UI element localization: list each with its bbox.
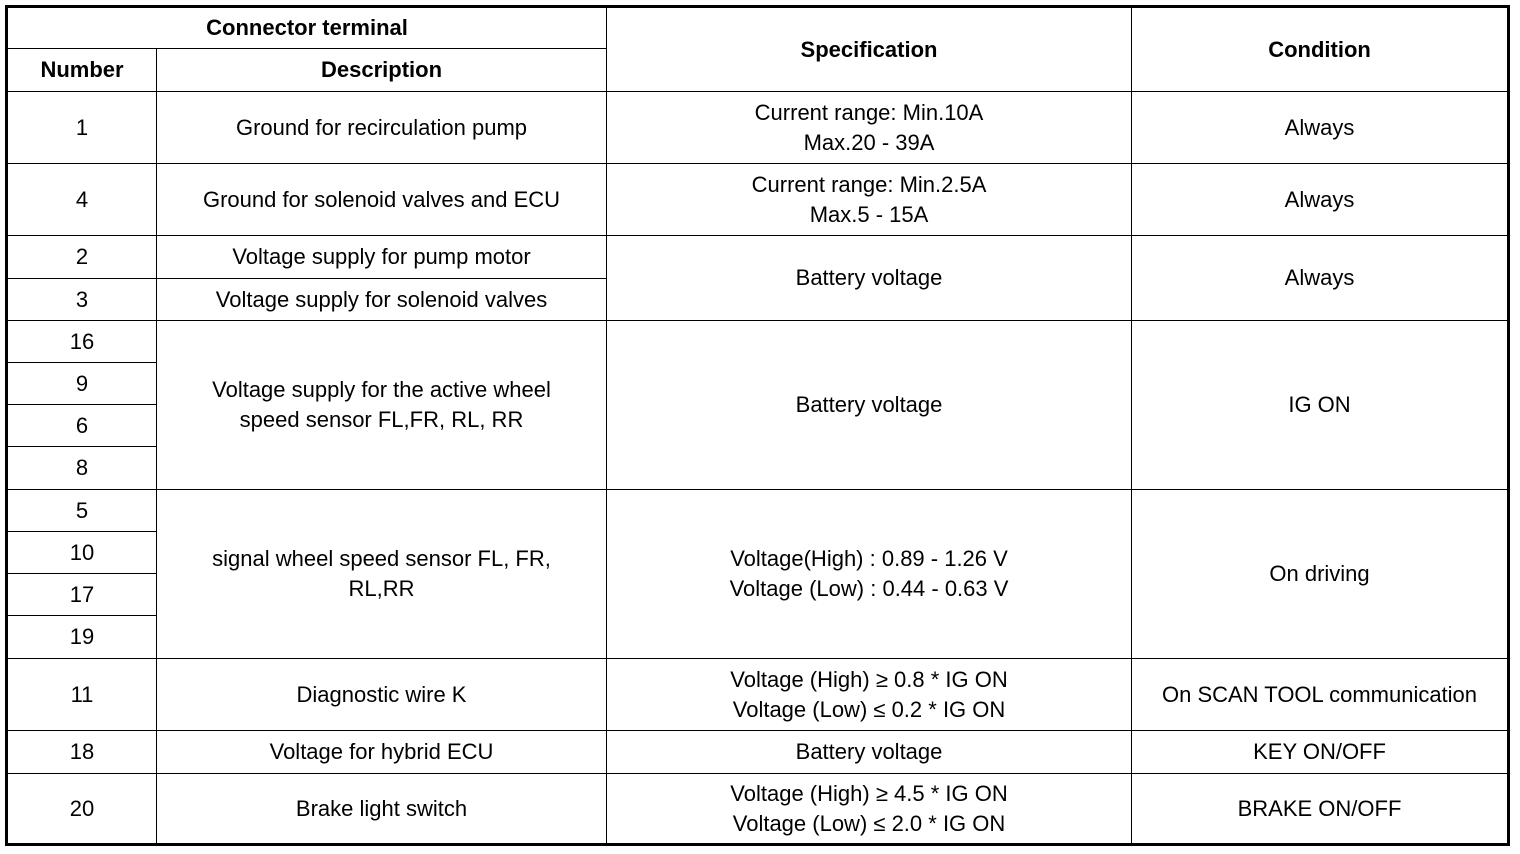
terminal-number: 20: [7, 774, 157, 845]
table-row: [7, 164, 1509, 236]
header-description: Description: [157, 49, 607, 92]
terminal-number: 19: [7, 616, 157, 659]
terminal-number: 9: [7, 363, 157, 405]
spec-line: Voltage (High) ≥ 0.8 * IG ON: [730, 666, 1008, 692]
terminal-number: 17: [7, 574, 157, 616]
terminal-number: 16: [7, 321, 157, 363]
spec-line: Max.20 - 39A: [803, 129, 935, 155]
table-row: [7, 321, 1509, 363]
terminal-number: 4: [7, 164, 157, 236]
description-line: signal wheel speed sensor FL, FR,: [212, 546, 551, 571]
terminal-description: Ground for recirculation pump: [157, 92, 607, 164]
terminal-description: Diagnostic wire K: [157, 659, 607, 731]
terminal-specification: [607, 490, 1132, 659]
spec-line: Voltage (High) ≥ 4.5 * IG ON: [730, 780, 1008, 806]
terminal-number: 2: [7, 236, 157, 279]
spec-line: Max.5 - 15A: [809, 201, 929, 227]
terminal-number: 3: [7, 279, 157, 321]
header-specification: Specification: [607, 7, 1132, 92]
terminal-condition: KEY ON/OFF: [1132, 731, 1509, 774]
header-number: Number: [7, 49, 157, 92]
table-row: [7, 659, 1509, 731]
table-row: [7, 774, 1509, 845]
spec-line: Voltage(High) : 0.89 - 1.26 V: [730, 546, 1008, 571]
terminal-number: 5: [7, 490, 157, 532]
header-row-top: [7, 7, 1509, 49]
spec-line: Voltage (Low) ≤ 0.2 * IG ON: [732, 696, 1006, 722]
terminal-specification: [607, 164, 1132, 236]
terminal-number: 1: [7, 92, 157, 164]
terminal-condition: On driving: [1132, 490, 1509, 659]
spec-line: Current range: Min.10A: [754, 99, 984, 125]
terminal-condition: Always: [1132, 92, 1509, 164]
header-condition: Condition: [1132, 7, 1509, 92]
terminal-specification: Battery voltage: [607, 731, 1132, 774]
terminal-number: 10: [7, 532, 157, 574]
terminal-condition: On SCAN TOOL communication: [1132, 659, 1509, 731]
header-connector-terminal: Connector terminal: [7, 7, 607, 49]
terminal-description: [157, 321, 607, 490]
description-line: Voltage supply for the active wheel: [212, 377, 551, 402]
spec-line: Current range: Min.2.5A: [751, 171, 987, 197]
table-row: [7, 731, 1509, 774]
terminal-condition: BRAKE ON/OFF: [1132, 774, 1509, 845]
terminal-specification: Battery voltage: [607, 321, 1132, 490]
terminal-specification: Battery voltage: [607, 236, 1132, 321]
terminal-specification: [607, 774, 1132, 845]
table-row: [7, 236, 1509, 279]
terminal-specification: [607, 659, 1132, 731]
spec-line: Voltage (Low) : 0.44 - 0.63 V: [729, 576, 1009, 601]
terminal-condition: Always: [1132, 164, 1509, 236]
terminal-description: Brake light switch: [157, 774, 607, 845]
description-line: speed sensor FL,FR, RL, RR: [239, 407, 524, 432]
terminal-specification: [607, 92, 1132, 164]
terminal-condition: IG ON: [1132, 321, 1509, 490]
description-line: RL,RR: [348, 576, 415, 601]
terminal-description: Voltage supply for pump motor: [157, 236, 607, 279]
terminal-number: 18: [7, 731, 157, 774]
spec-line: Voltage (Low) ≤ 2.0 * IG ON: [732, 810, 1006, 836]
table-row: [7, 92, 1509, 164]
terminal-condition: Always: [1132, 236, 1509, 321]
terminal-description: [157, 490, 607, 659]
connector-spec-table: [5, 5, 1510, 846]
terminal-number: 8: [7, 447, 157, 490]
terminal-description: Voltage supply for solenoid valves: [157, 279, 607, 321]
terminal-description: Voltage for hybrid ECU: [157, 731, 607, 774]
terminal-description: Ground for solenoid valves and ECU: [157, 164, 607, 236]
table-row: [7, 490, 1509, 532]
terminal-number: 6: [7, 405, 157, 447]
terminal-number: 11: [7, 659, 157, 731]
